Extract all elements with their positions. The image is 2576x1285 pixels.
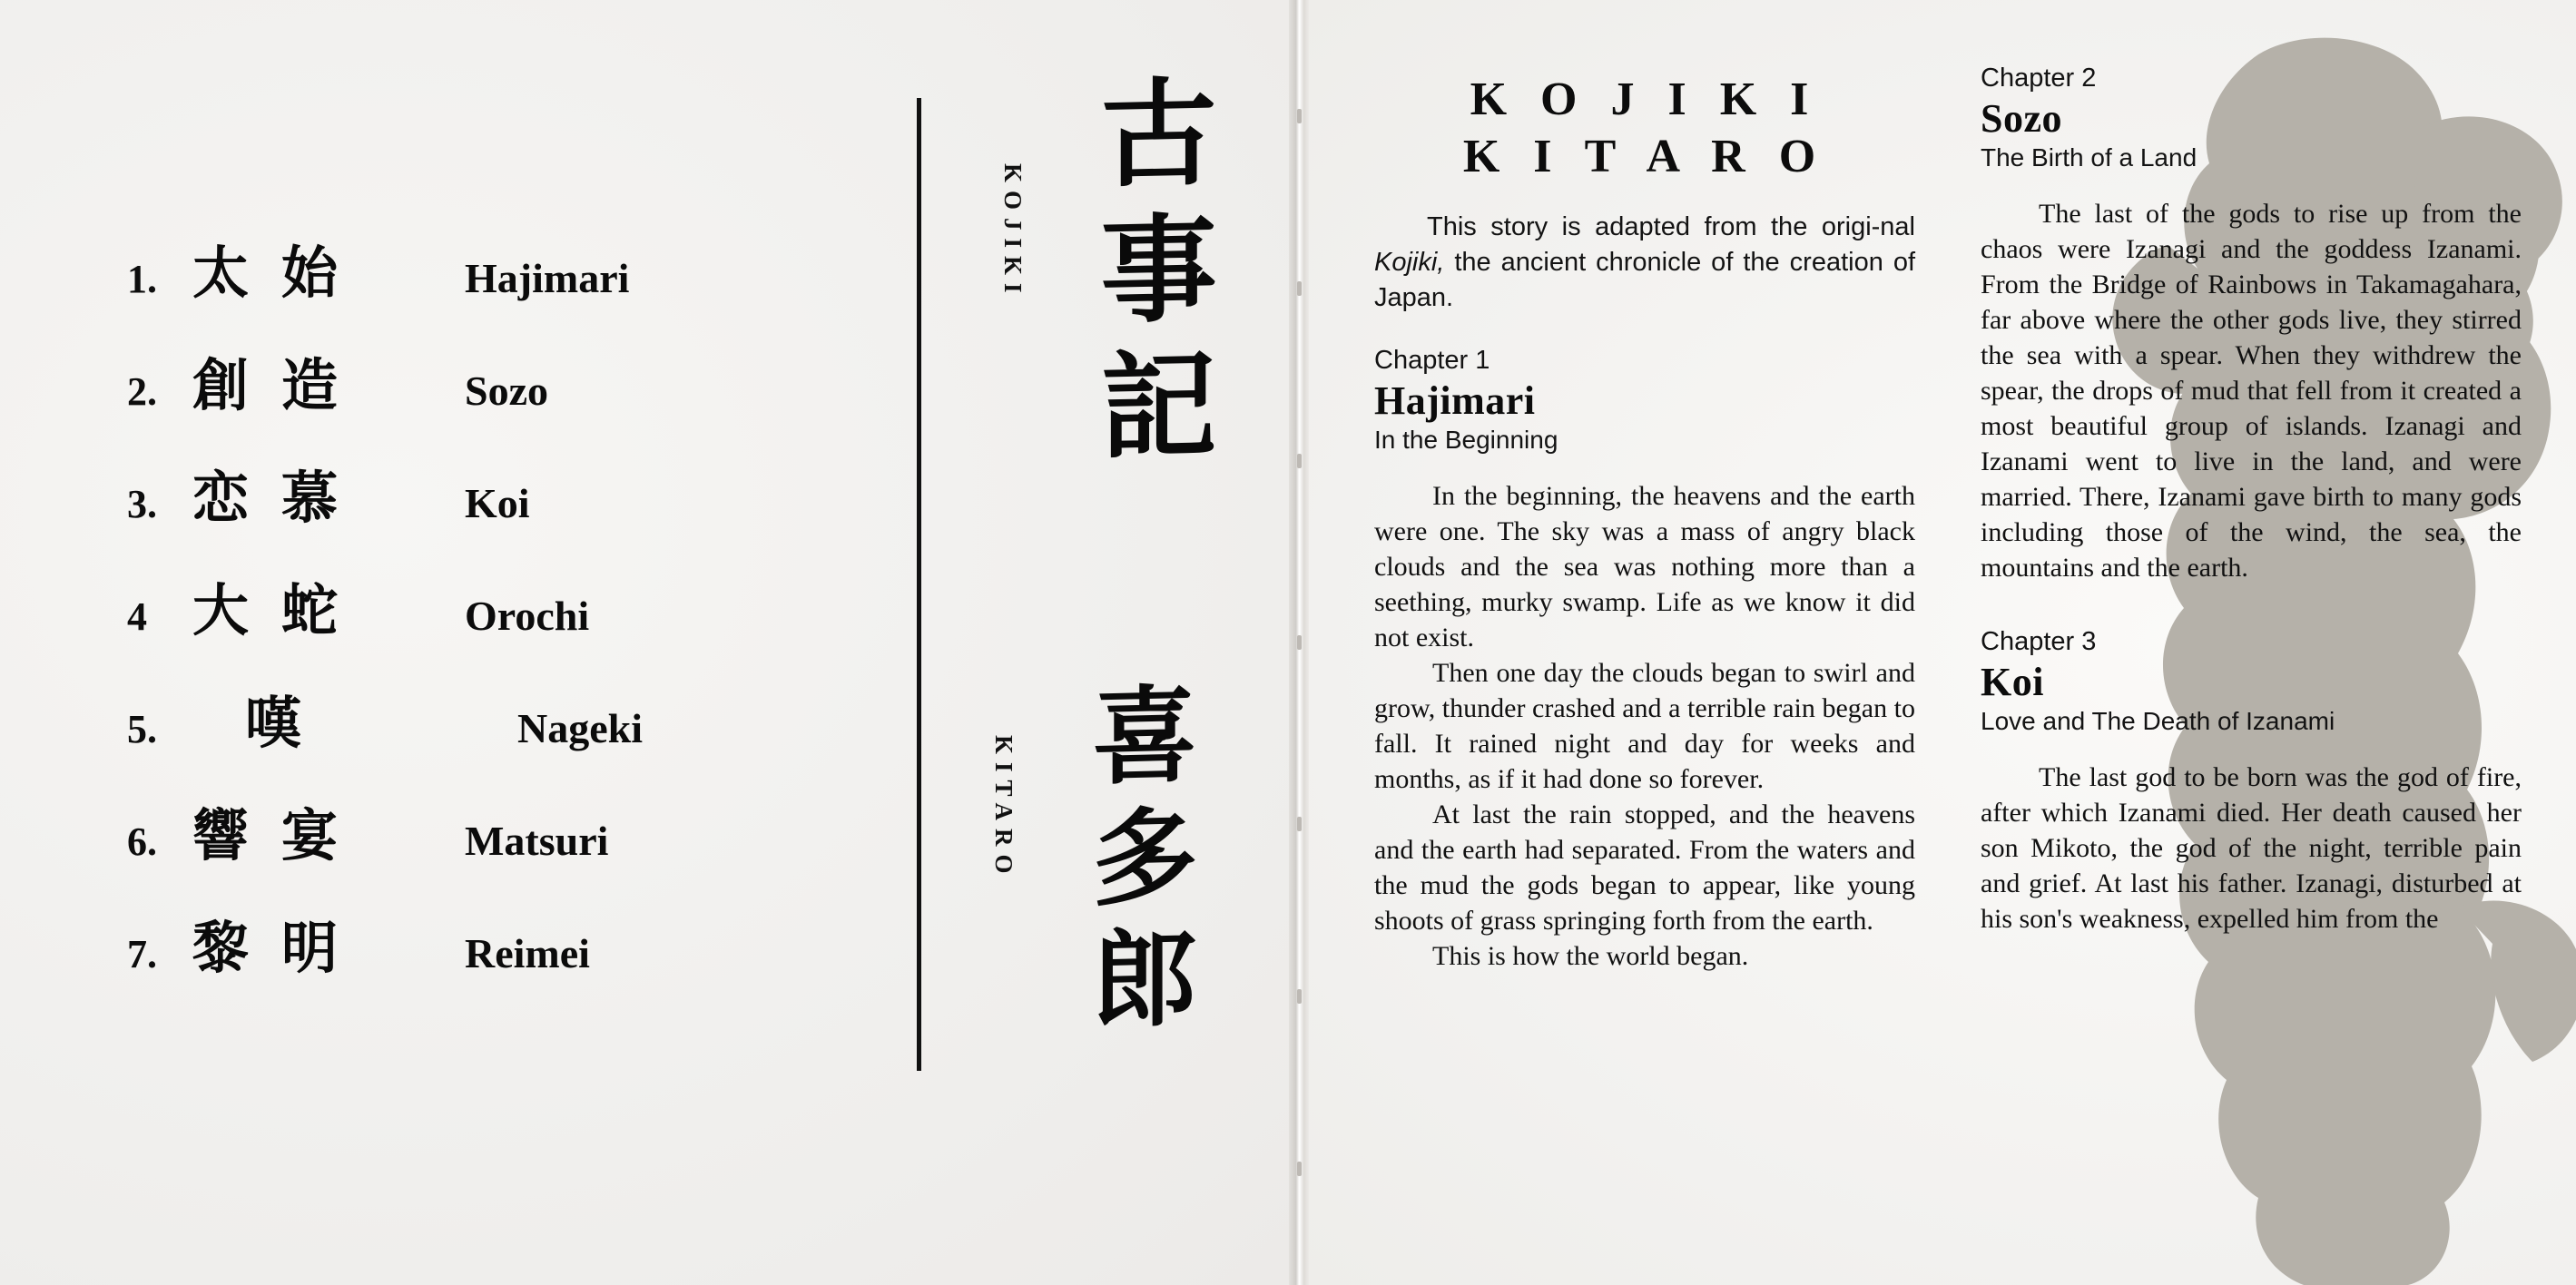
table-of-contents [127, 240, 835, 1033]
toc-number: 4 [127, 594, 147, 639]
chapter-label: Chapter 1 [1374, 346, 1490, 376]
list-item [127, 915, 835, 1033]
chapter-block-2 [1981, 64, 2522, 585]
toc-romaji: Orochi [465, 593, 590, 639]
brush-title-romaji-label: KOJIKI [999, 163, 1027, 301]
chapter-subtitle: Love and The Death of Izanami [1981, 707, 2335, 735]
chapter-title: Hajimari [1374, 378, 1536, 424]
toc-number: 5. [127, 707, 157, 751]
paragraph: Then one day the clouds began to swirl and grow, thunder crashed and a terrible rain began to fall. It rained night and day for weeks and months, as if it had done so forever. [1374, 658, 1915, 795]
brush-author-kanji: 喜多郎 [1074, 679, 1198, 1047]
list-item [127, 690, 835, 808]
toc-number: 7. [127, 932, 157, 976]
toc-romaji: Koi [465, 480, 530, 526]
toc-kanji: 黎明 [192, 915, 371, 981]
toc-number: 2. [127, 369, 157, 414]
chapter-label: Chapter 3 [1981, 627, 2097, 656]
chapter-block-3 [1981, 627, 2522, 937]
list-item [127, 352, 835, 470]
chapter-label: Chapter 2 [1981, 64, 2097, 93]
intro-paragraph [1374, 210, 1915, 316]
right-page [1309, 0, 2576, 1285]
chapter-block-1 [1374, 346, 1915, 974]
paragraph: This is how the world began. [1432, 941, 1749, 972]
brush-title-block [962, 64, 1271, 1234]
brush-author-romaji-label: KITARO [990, 735, 1018, 882]
toc-romaji: Hajimari [465, 255, 630, 301]
column-one [1354, 0, 1935, 1285]
toc-romaji: Sozo [465, 368, 548, 414]
paragraph: In the beginning, the heavens and the earth were one. The sky was a mass of angry black clouds and the sea was nothing more than a seething, murky swamp. Life as we know it did not exist. [1374, 481, 1915, 653]
column-two [1961, 0, 2542, 1285]
list-item [127, 802, 835, 920]
toc-kanji: 響宴 [192, 802, 371, 868]
toc-kanji: 創造 [192, 352, 371, 418]
list-item [127, 240, 835, 358]
text-columns [1309, 0, 2576, 1285]
list-item [127, 577, 835, 695]
page-title [1374, 71, 1915, 186]
toc-kanji: 嘆 [245, 690, 335, 756]
toc-kanji: 大蛇 [192, 577, 371, 643]
toc-number: 3. [127, 482, 157, 526]
chapter-subtitle: The Birth of a Land [1981, 143, 2197, 172]
toc-romaji: Matsuri [465, 818, 609, 864]
toc-number: 1. [127, 257, 157, 301]
toc-kanji: 太始 [192, 240, 371, 306]
toc-romaji: Nageki [517, 705, 643, 751]
intro-text-after: the ancient chronicle of the creation of Japan. [1374, 247, 1915, 312]
book-gutter [1289, 0, 1309, 1285]
page-title-line-2: K I T A R O [1462, 131, 1827, 183]
vertical-divider-rule [917, 98, 921, 1071]
chapter-title: Sozo [1981, 96, 2062, 141]
intro-text-before: This story is adapted from the origi-nal [1427, 211, 1915, 241]
brush-title-kanji: 古事記 [1080, 71, 1217, 483]
paragraph: At last the rain stopped, and the heavens and the earth had separated. From the waters and the mud the gods began to appear, like young shoots of grass springing forth from the earth. [1374, 799, 1915, 937]
toc-romaji: Reimei [465, 930, 590, 976]
chapter-title: Koi [1981, 660, 2044, 704]
toc-number: 6. [127, 819, 157, 864]
page-title-line-1: K O J I K I [1470, 74, 1820, 125]
paragraph: The last of the gods to rise up from the chaos were Izanagi and the goddess Izanami. From the Bridge of Rainbows in Takamagahara, far above where the other gods live, they stirred the sea with a spear. When they withdrew the spear, the drops of mud that fell from it created a most beautiful group of islands. Izanagi and Izanami went to live in the land, and were married. There, Izanami gave birth to many gods including those of the wind, the sea, the mountains and the earth. [1981, 199, 2522, 583]
paragraph: The last god to be born was the god of fire, after which Izanami died. Her death caused her son Mikoto, the god of the night, terrible pain and grief. At last his father. Izanagi, disturbed at his son's weakness, expelled him from the [1981, 762, 2522, 934]
chapter-subtitle: In the Beginning [1374, 426, 1558, 455]
toc-kanji: 恋慕 [192, 465, 371, 531]
list-item [127, 465, 835, 583]
intro-italic-title: Kojiki, [1374, 247, 1445, 277]
